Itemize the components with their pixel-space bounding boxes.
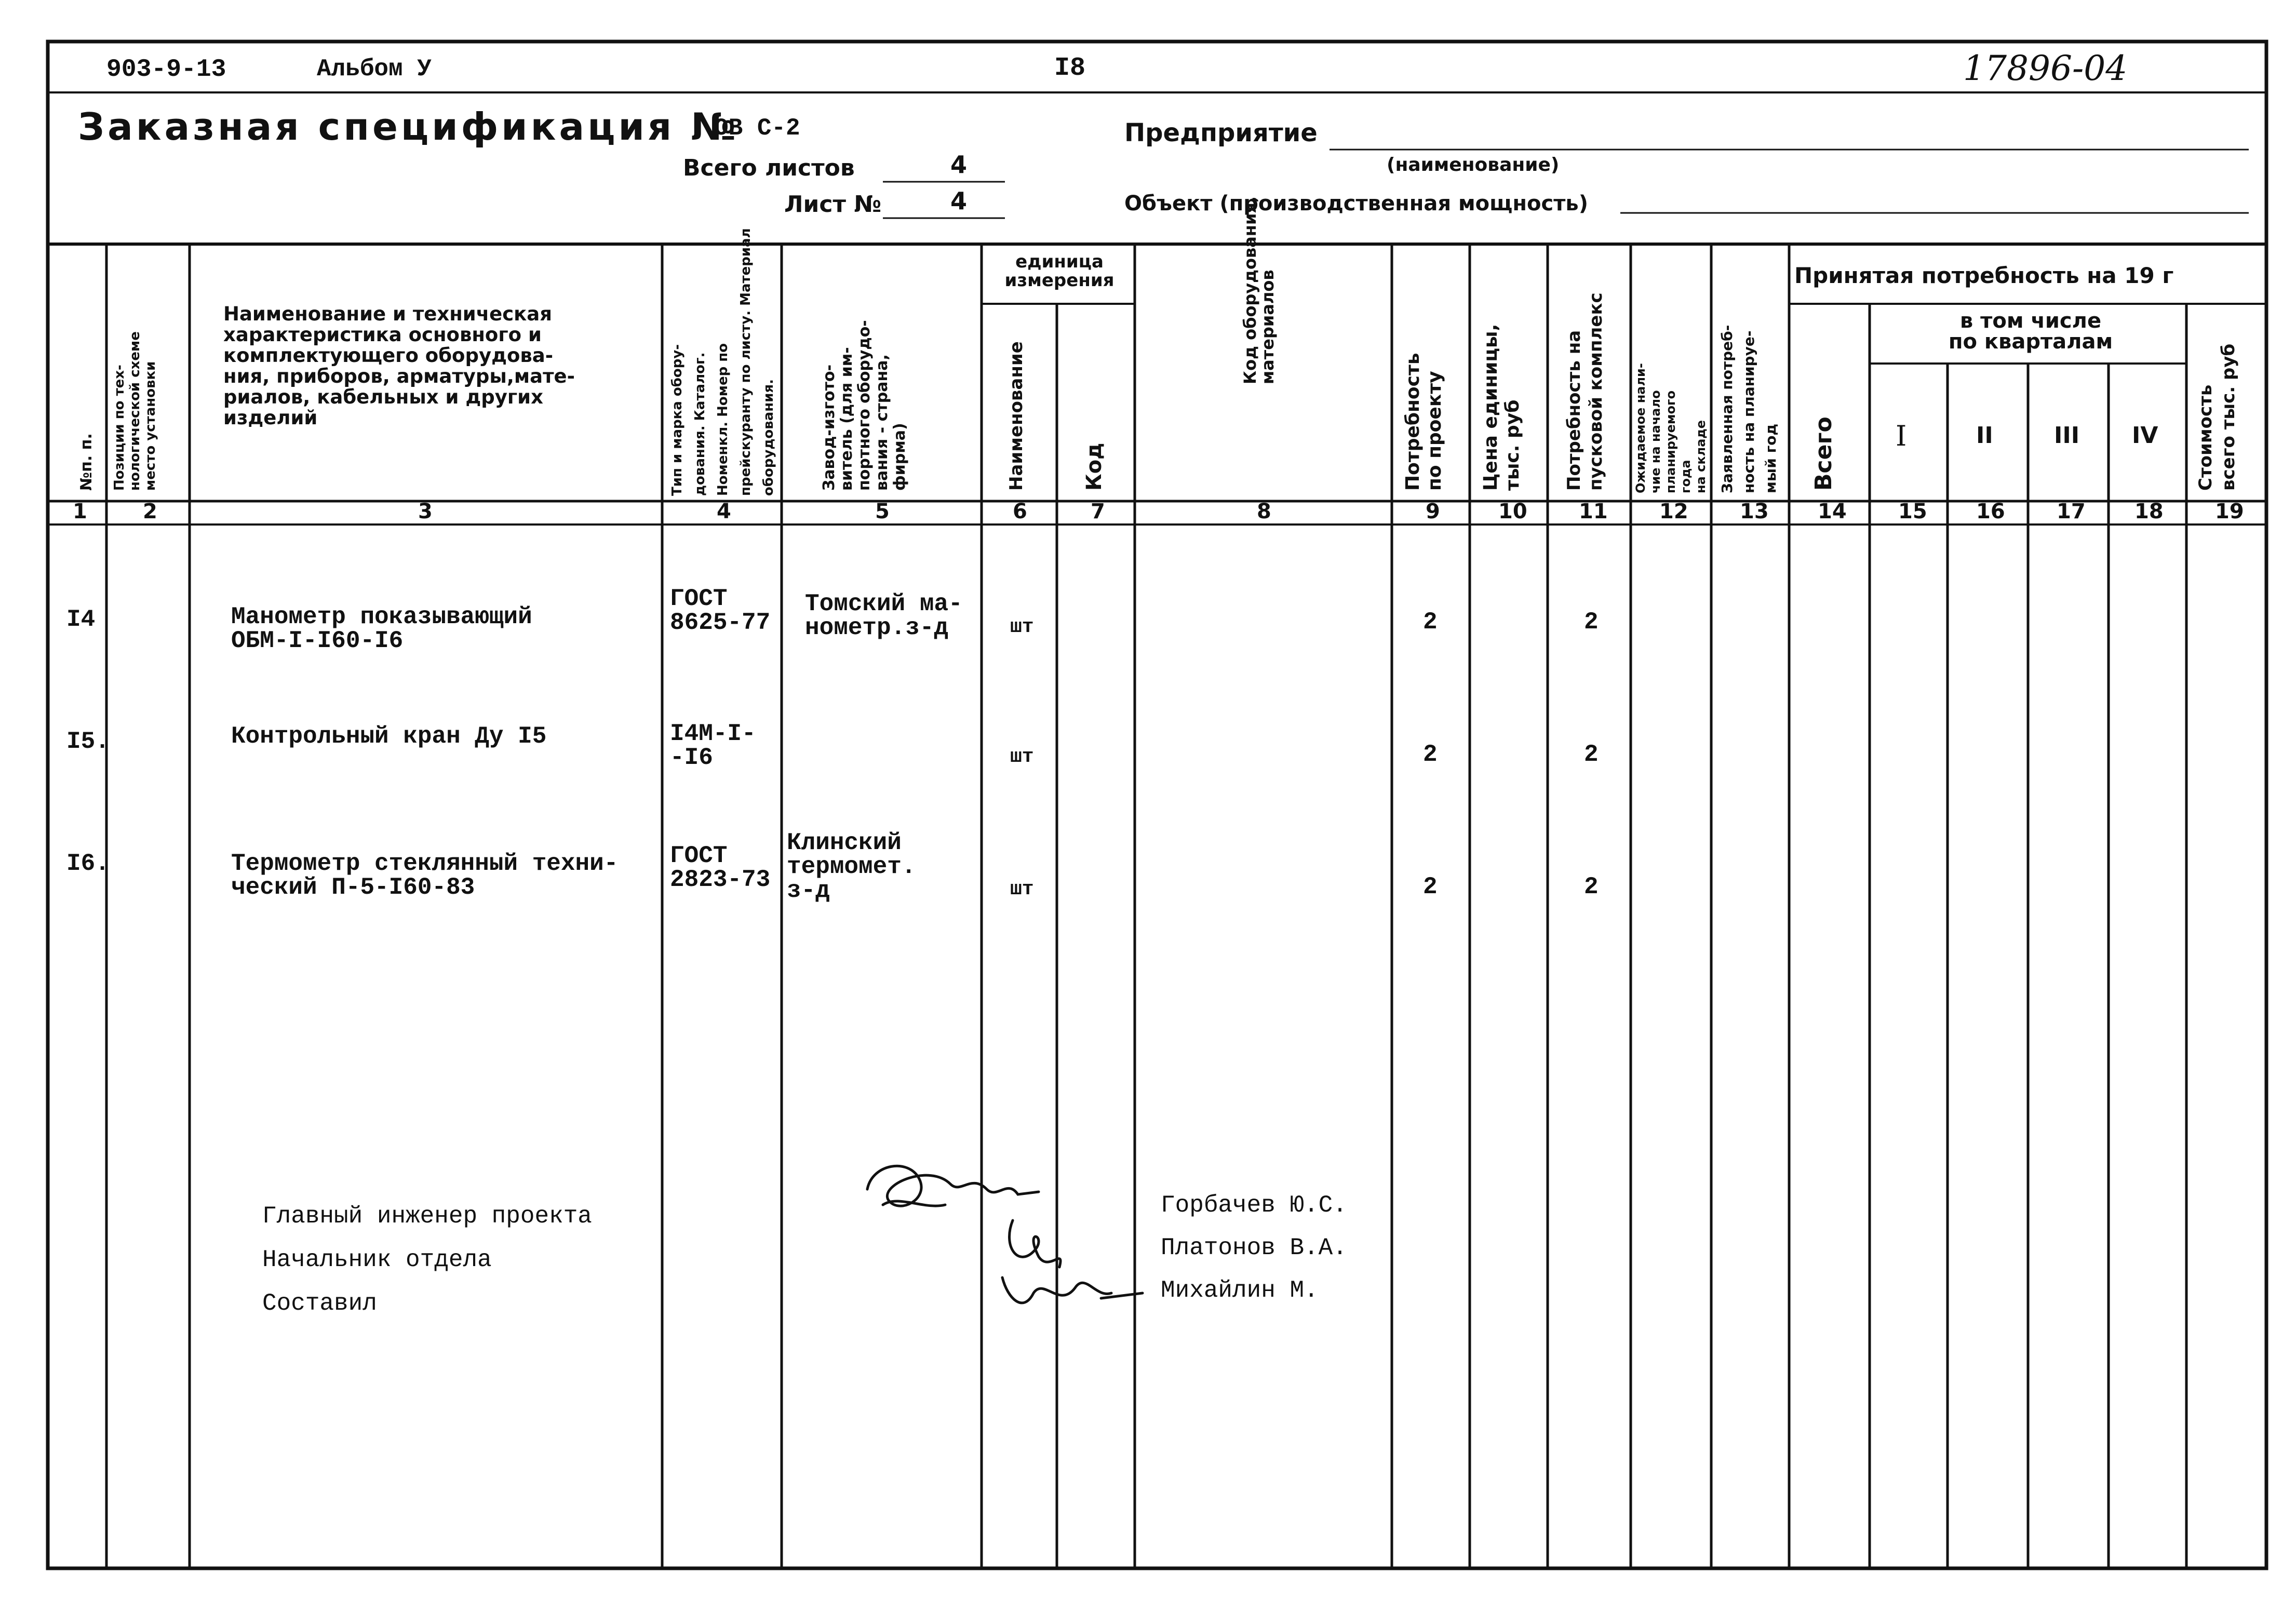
role-compiler: Составил	[262, 1290, 377, 1317]
column-number: 19	[2215, 500, 2244, 523]
object-label: Объект (производственная мощность)	[1124, 192, 1588, 216]
col-17-header: III	[2054, 422, 2080, 449]
name-gorbachev: Горбачев Ю.С.	[1161, 1192, 1347, 1219]
item-type: ГОСТ 2823-73	[670, 842, 771, 893]
column-number: 18	[2134, 500, 2164, 523]
row-number: I5.	[66, 728, 110, 755]
role-department-head: Начальник отдела	[262, 1246, 492, 1273]
item-name: Манометр показывающий ОБМ-I-I60-I6	[231, 603, 532, 654]
col-6-header: Наименование	[1006, 341, 1027, 491]
need-project: 2	[1423, 741, 1438, 768]
column-number: 5	[875, 500, 890, 523]
col-10-header: Цена единицы, тыс. руб	[1480, 324, 1523, 491]
sheet-value: 4	[950, 187, 968, 215]
accepted-need-header: Принятая потребность на 19 г	[1794, 263, 2174, 288]
col-8-header: Код оборудования, материалов	[1240, 196, 1278, 384]
item-maker: Клинский термомет. з-д	[787, 829, 916, 904]
col-12-header: Ожидаемое нали- чие на начало планируемого года на складе	[1633, 363, 1708, 493]
column-number: 4	[717, 500, 731, 523]
document-number: 17896-04	[1963, 48, 2128, 88]
column-number: 16	[1976, 500, 2005, 523]
item-type: I4М-I- -I6	[670, 720, 756, 771]
page-number: I8	[1054, 53, 1086, 83]
project-code: 903-9-13	[106, 56, 226, 84]
name-mikhaylin: Михайлин М.	[1161, 1277, 1319, 1304]
need-project: 2	[1423, 609, 1438, 636]
col-7-header: Код	[1082, 442, 1106, 491]
col-11-header: Потребность на пусковой комплекс	[1564, 292, 1606, 491]
signature-names	[1161, 1184, 1347, 1312]
item-unit: шт	[1010, 616, 1034, 638]
col-19-header: Стоимость всего тыс. руб	[2195, 343, 2239, 491]
row-number: I4	[66, 606, 96, 633]
col-18-header: IV	[2132, 422, 2158, 449]
col-16-header: II	[1976, 422, 1993, 449]
name-platonov: Платонов В.А.	[1161, 1234, 1347, 1261]
handwritten-signatures	[852, 1142, 1163, 1329]
sheet-label: Лист №	[784, 191, 882, 218]
total-sheets-value: 4	[950, 151, 968, 179]
role-chief-engineer: Главный инженер проекта	[262, 1203, 592, 1230]
col-15-header: I	[1896, 420, 1907, 452]
col-4-header: Тип и марка обору- дования. Каталог. Номенкл. Номер по прейскуранту по листу. Материал оборудования.	[669, 228, 776, 496]
column-number: 17	[2057, 500, 2086, 523]
item-name: Контрольный кран Ду I5	[231, 723, 547, 750]
column-number: 12	[1659, 500, 1688, 523]
album-label: Альбом У	[317, 56, 432, 83]
column-number: 2	[143, 500, 157, 523]
spec-number: ОВ С-2	[714, 115, 800, 142]
enterprise-hint: (наименование)	[1387, 154, 1560, 176]
col-2-header: Позиции по тех- нологической схеме место установки	[112, 331, 158, 491]
column-number: 13	[1740, 500, 1769, 523]
need-launch: 2	[1584, 609, 1599, 636]
column-number: 15	[1898, 500, 1927, 523]
row-number: I6.	[66, 850, 110, 877]
col-5-header: Завод-изгото- витель (для им- портного оборудо- вания - страна, фирма)	[820, 320, 909, 491]
page-title: Заказная спецификация №	[78, 105, 739, 149]
enterprise-label: Предприятие	[1124, 118, 1318, 147]
col-13-header: Заявленная потреб- ность на планируе- мый год	[1718, 325, 1779, 493]
column-number: 14	[1818, 500, 1847, 523]
quarters-header: в том числе по кварталам	[1948, 309, 2113, 354]
column-number: 6	[1013, 500, 1027, 523]
column-number: 11	[1579, 500, 1608, 523]
signature-roles	[262, 1194, 592, 1325]
need-launch: 2	[1584, 741, 1599, 768]
column-number: 7	[1091, 500, 1105, 523]
total-sheets-label: Всего листов	[683, 155, 855, 181]
need-launch: 2	[1584, 873, 1599, 900]
column-number: 3	[418, 500, 433, 523]
column-number: 9	[1426, 500, 1440, 523]
item-name: Термометр стеклянный техни- ческий П-5-I60-83	[231, 850, 619, 901]
item-unit: шт	[1010, 878, 1034, 900]
column-number: 10	[1498, 500, 1527, 523]
need-project: 2	[1423, 873, 1438, 900]
unit-group-header: единица измерения	[1004, 251, 1115, 291]
column-number: 1	[73, 500, 87, 523]
col-1-header: №п. п.	[77, 433, 96, 491]
column-number: 8	[1257, 500, 1271, 523]
col-14-header: Всего	[1810, 416, 1837, 491]
col-9-header: Потребность по проекту	[1402, 353, 1445, 491]
col-3-header: Наименование и техническая характеристика основного и комплектующего оборудова- ния, приборов, арматуры,мате- риалов, кабельных и других изделий	[223, 303, 575, 429]
item-maker: Томский ма- нометр.з-д	[805, 590, 963, 641]
item-unit: шт	[1010, 746, 1034, 768]
item-type: ГОСТ 8625-77	[670, 585, 771, 636]
